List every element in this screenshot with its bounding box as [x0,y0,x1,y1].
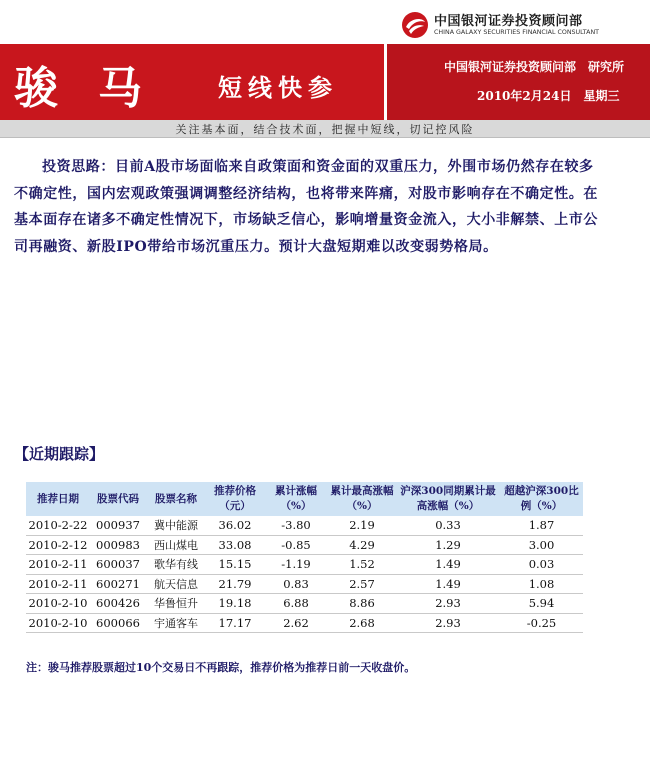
cell-max-gain: 2.68 [349,615,375,630]
column-header: 推荐价格（元） [206,482,264,516]
cell-price: 33.08 [218,537,252,552]
cell-hs300: 2.93 [435,615,461,630]
cell-price: 36.02 [218,518,252,533]
table-row [26,535,583,555]
cell-date: 2010-2-12 [28,537,88,552]
cell-gain: -3.80 [281,518,311,533]
cell-max-gain: 1.52 [349,557,375,572]
cell-date: 2010-2-10 [28,596,88,611]
cell-date: 2010-2-11 [28,557,88,572]
cell-hs300: 1.29 [435,537,461,552]
cell-date: 2010-2-22 [28,518,88,533]
cell-code: 600426 [96,596,140,611]
cell-name: 西山煤电 [154,538,198,552]
table-row [26,574,583,594]
cell-gain: -1.19 [281,557,311,572]
report-date: 2010年2月24日 星期三 [477,89,620,103]
table-row [26,594,583,614]
cell-code: 000983 [96,537,140,552]
cell-price: 19.18 [218,596,252,611]
cell-code: 600037 [96,557,140,572]
cell-max-gain: 2.57 [349,576,375,591]
cell-price: 21.79 [218,576,252,591]
cell-excess: 3.00 [528,537,555,552]
cell-price: 15.15 [218,557,252,572]
column-header: 股票名称 [146,482,206,516]
report-subtitle: 短线快参 [218,73,338,102]
cell-date: 2010-2-11 [28,576,88,591]
investment-thesis-paragraph: 投资思路：目前A股市场面临来自政策面和资金面的双重压力，外围市场仍然存在较多不确定性，国内宏观政策强调调整经济结构，也将带来阵痛，对股市影响存在不确定性。在基本面存在诸多不确定性情况下，市场缺乏信心，影响增量资金流入，大小非解禁、上市公司再融资、新股IPO带给市场沉重压力。预计大盘短期难以改变弱势格局。 [14,159,598,255]
column-header: 累计最高涨幅（%） [328,482,396,516]
cell-excess: 1.08 [528,576,555,591]
column-header: 超越沪深300比例（%） [500,482,583,516]
cell-hs300: 2.93 [435,596,461,611]
column-header: 沪深300同期累计最高涨幅（%） [396,482,500,516]
cell-name: 航天信息 [154,577,198,591]
cell-gain: 2.62 [283,615,309,630]
slogan-bar [0,120,650,138]
cell-excess: 5.94 [528,596,555,611]
report-title: 骏马 [14,63,182,114]
company-name-cn: 中国银河证券投资顾问部 [434,14,583,29]
cell-excess: 1.87 [528,518,555,533]
cell-name: 歌华有线 [154,558,198,572]
cell-name: 宇通客车 [154,616,198,630]
column-header: 推荐日期 [26,482,90,516]
cell-hs300: 1.49 [435,576,461,591]
cell-gain: 6.88 [283,596,309,611]
cell-max-gain: 4.29 [349,537,375,552]
footnote: 注：骏马推荐股票超过10个交易日不再跟踪，推荐价格为推荐日前一天收盘价。 [26,661,416,674]
cell-gain: -0.85 [281,537,311,552]
cell-gain: 0.83 [283,576,309,591]
cell-excess: 0.03 [528,557,555,572]
cell-price: 17.17 [218,615,252,630]
cell-max-gain: 8.86 [349,596,375,611]
galaxy-logo-icon [400,10,430,40]
table-row [26,613,583,633]
cell-code: 600271 [96,576,140,591]
table-row [26,555,583,575]
cell-hs300: 1.49 [435,557,461,572]
tracking-table [26,482,583,633]
company-name-en: CHINA GALAXY SECURITIES FINANCIAL CONSULTANT [434,29,600,36]
cell-name: 华鲁恒升 [154,597,198,611]
cell-excess: -0.25 [526,615,557,630]
department-label: 中国银河证券投资顾问部 研究所 [444,60,625,74]
cell-code: 000937 [96,518,140,533]
table-header-row [26,482,583,516]
cell-date: 2010-2-10 [28,615,88,630]
column-header: 累计涨幅（%） [264,482,328,516]
cell-hs300: 0.33 [435,518,461,533]
table-row [26,516,583,535]
cell-code: 600066 [96,615,140,630]
column-header: 股票代码 [90,482,146,516]
section-title-tracking: 【近期跟踪】 [14,445,105,463]
cell-max-gain: 2.19 [349,518,375,533]
company-logo [400,8,640,42]
title-banner [0,44,650,120]
banner-divider [384,44,387,120]
slogan-text: 关注基本面，结合技术面，把握中短线，切记控风险 [175,123,475,136]
cell-name: 冀中能源 [154,519,198,533]
